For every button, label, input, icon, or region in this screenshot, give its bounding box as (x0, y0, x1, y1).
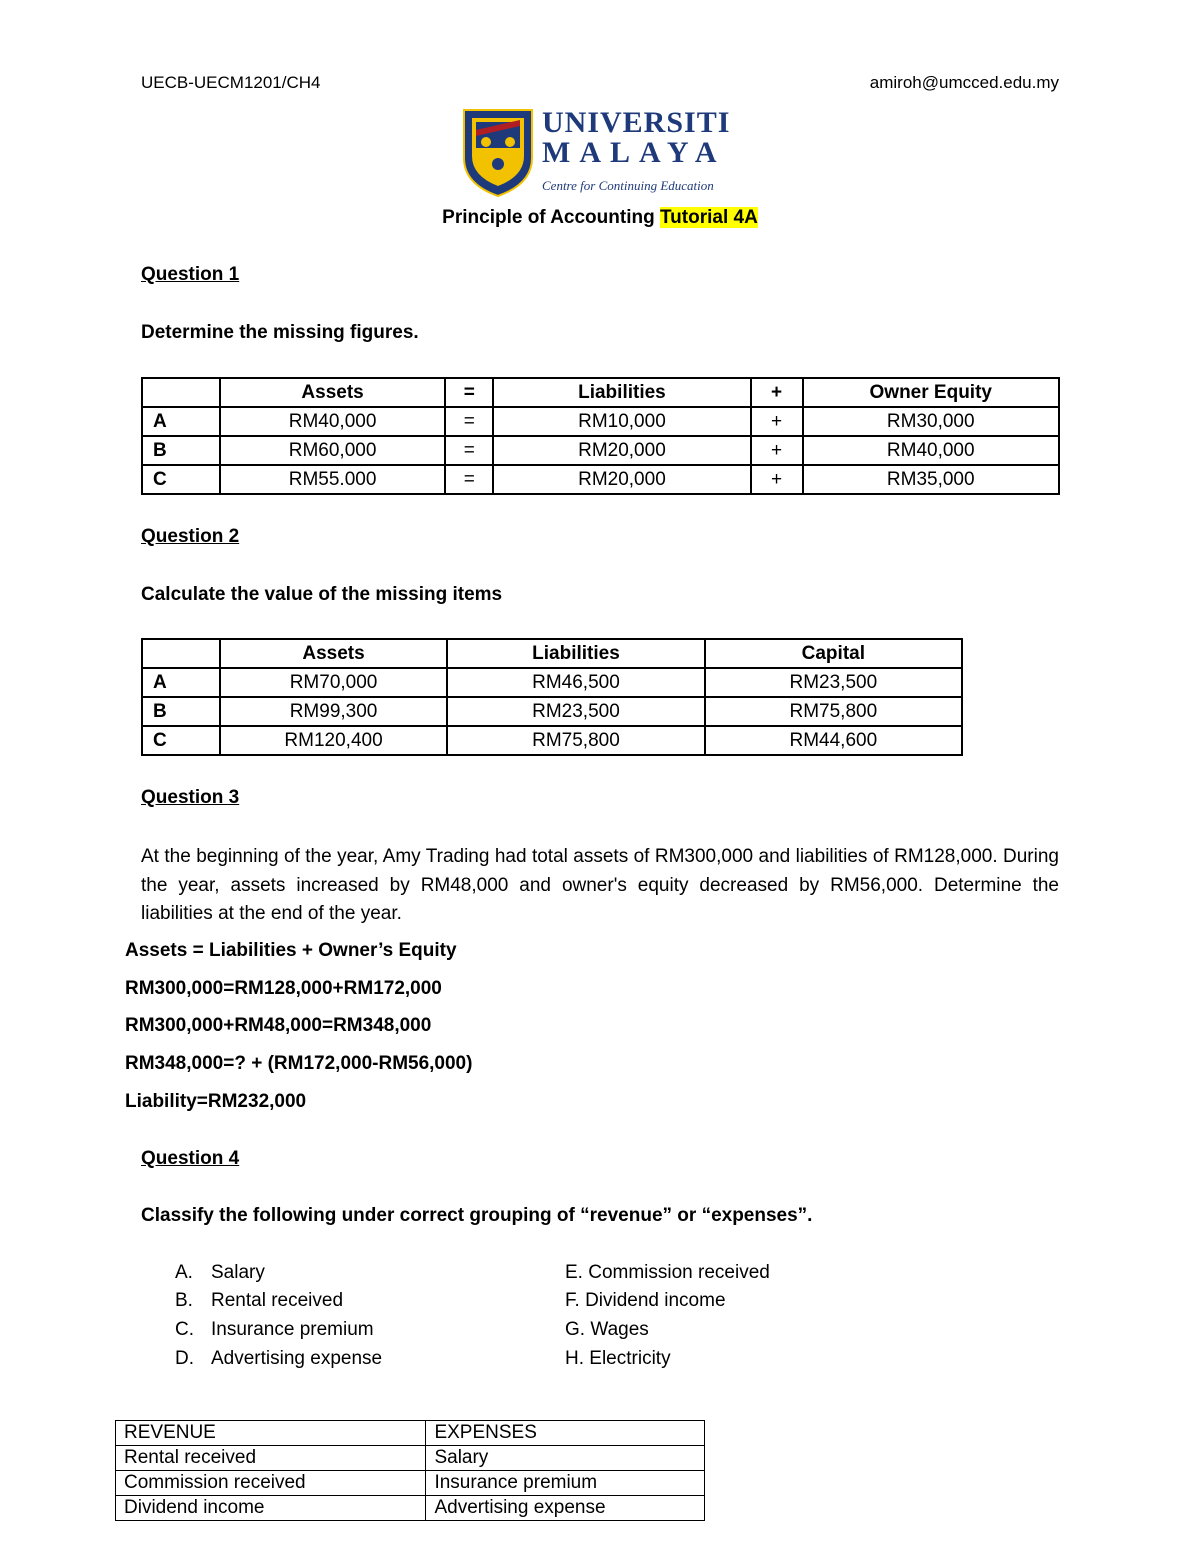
table-row (116, 1471, 705, 1496)
logo-line-1: UNIVERSITI (542, 106, 731, 139)
title-highlight: Tutorial 4A (659, 207, 758, 228)
working-line: Assets = Liabilities + Owner’s Equity (125, 940, 457, 961)
university-logo (462, 106, 742, 198)
logo-line-3: Centre for Continuing Education (542, 178, 714, 193)
table-cell: Advertising expense (426, 1496, 705, 1521)
q4-instruction: Classify the following under correct grouping of “revenue” or “expenses”. (141, 1205, 813, 1226)
table-row (142, 726, 962, 755)
title-main: Principle of Accounting (442, 207, 655, 228)
table-header: = (445, 378, 493, 407)
table-cell: RM55.000 (220, 465, 446, 494)
table-cell: RM20,000 (493, 436, 750, 465)
table-cell: RM60,000 (220, 436, 446, 465)
list-item: G. Wages (565, 1319, 649, 1340)
table-header-row (142, 378, 1059, 407)
table-header: + (751, 378, 803, 407)
table-cell: RM20,000 (493, 465, 750, 494)
row-label: A (142, 668, 220, 697)
email-address: amiroh@umcced.edu.my (869, 73, 1059, 92)
table-cell: RM70,000 (220, 668, 448, 697)
row-label: C (142, 726, 220, 755)
working-line: RM348,000=? + (RM172,000-RM56,000) (125, 1053, 473, 1074)
q1-table (141, 377, 1060, 495)
row-label: A (142, 407, 220, 436)
table-cell: Commission received (116, 1471, 426, 1496)
table-cell: = (445, 465, 493, 494)
row-label: B (142, 436, 220, 465)
q2-heading: Question 2 (141, 526, 240, 547)
table-cell: Rental received (116, 1446, 426, 1471)
table-cell: RM23,500 (447, 697, 704, 726)
table-header-row (142, 639, 962, 668)
table-header: Liabilities (447, 639, 704, 668)
table-row (116, 1446, 705, 1471)
working-line: RM300,000=RM128,000+RM172,000 (125, 978, 442, 999)
list-item: C. Insurance premium (175, 1319, 374, 1340)
table-cell: + (751, 465, 803, 494)
list-item: H. Electricity (565, 1348, 671, 1369)
table-cell: = (445, 407, 493, 436)
table-header: Owner Equity (803, 378, 1060, 407)
table-row (116, 1496, 705, 1521)
table-cell: RM75,800 (705, 697, 962, 726)
table-row (142, 436, 1059, 465)
table-cell: = (445, 436, 493, 465)
table-cell: RM120,400 (220, 726, 448, 755)
q2-table (141, 638, 963, 756)
q3-heading: Question 3 (141, 787, 240, 808)
q4-heading: Question 4 (141, 1148, 240, 1169)
table-header: REVENUE (116, 1421, 426, 1446)
course-code: UECB-UECM1201/CH4 (141, 73, 321, 92)
working-line: Liability=RM232,000 (125, 1091, 307, 1112)
table-row (142, 697, 962, 726)
list-item: B. Rental received (175, 1290, 344, 1311)
table-cell: + (751, 436, 803, 465)
table-header: Assets (220, 639, 448, 668)
table-cell: RM30,000 (803, 407, 1060, 436)
table-header: Liabilities (493, 378, 750, 407)
working-line: RM300,000+RM48,000=RM348,000 (125, 1015, 432, 1036)
table-row (142, 465, 1059, 494)
table-header (142, 639, 220, 668)
table-row (142, 407, 1059, 436)
table-cell: RM99,300 (220, 697, 448, 726)
logo-line-2: MALAYA (542, 136, 726, 169)
table-header (142, 378, 220, 407)
table-cell: RM44,600 (705, 726, 962, 755)
row-label: B (142, 697, 220, 726)
table-cell: RM75,800 (447, 726, 704, 755)
row-label: C (142, 465, 220, 494)
table-header: Capital (705, 639, 962, 668)
table-header: EXPENSES (426, 1421, 705, 1446)
q1-instruction: Determine the missing figures. (141, 322, 419, 343)
table-header: Assets (220, 378, 446, 407)
table-cell: RM23,500 (705, 668, 962, 697)
list-item: A. Salary (175, 1262, 265, 1283)
page-title (0, 207, 1200, 229)
table-cell: Insurance premium (426, 1471, 705, 1496)
q3-paragraph: At the beginning of the year, Amy Trading had total assets of RM300,000 and liabilities of RM128,000. During the year, assets increased by RM48,000 and owner's equity decreased by RM56,000. Determine the liabilities at the end of the year. (141, 846, 1059, 924)
table-cell: + (751, 407, 803, 436)
q2-instruction: Calculate the value of the missing items (141, 584, 503, 605)
q1-heading: Question 1 (141, 264, 240, 285)
list-item: F. Dividend income (565, 1290, 726, 1311)
table-cell: RM40,000 (803, 436, 1060, 465)
q4-answer-table (115, 1420, 705, 1521)
list-item: E. Commission received (565, 1262, 770, 1283)
list-item: D. Advertising expense (175, 1348, 383, 1369)
table-cell: RM40,000 (220, 407, 446, 436)
table-cell: Dividend income (116, 1496, 426, 1521)
table-cell: RM46,500 (447, 668, 704, 697)
table-cell: RM35,000 (803, 465, 1060, 494)
table-header-row (116, 1421, 705, 1446)
table-cell: RM10,000 (493, 407, 750, 436)
table-cell: Salary (426, 1446, 705, 1471)
table-row (142, 668, 962, 697)
